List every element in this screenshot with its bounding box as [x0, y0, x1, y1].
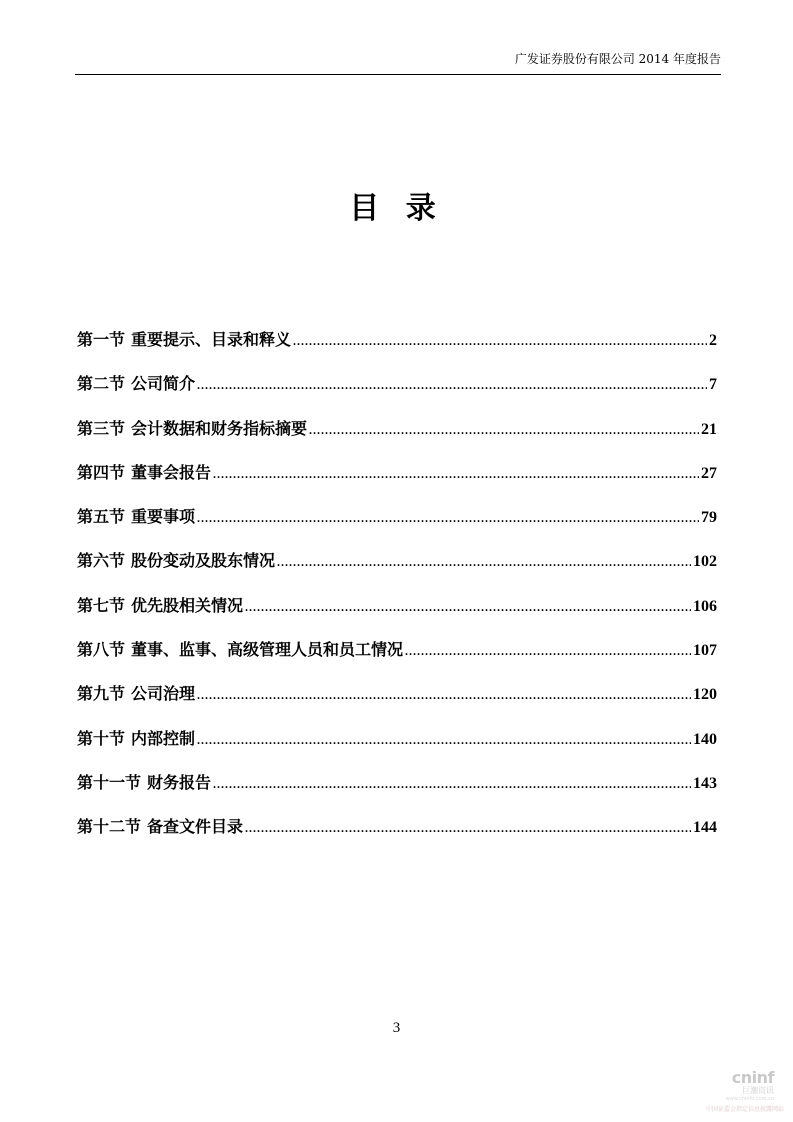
- toc-section-title: 公司治理: [131, 684, 196, 704]
- toc-entry[interactable]: [77, 593, 717, 637]
- toc-page-number: 120: [693, 686, 717, 704]
- toc-entry[interactable]: [77, 327, 717, 371]
- toc-section-title: 公司简介: [131, 374, 196, 394]
- toc-section-number: 第十节: [77, 728, 126, 748]
- toc-entry[interactable]: [77, 416, 717, 460]
- toc-section-number: 第五节: [77, 507, 126, 527]
- toc-section-title: 财务报告: [147, 772, 212, 792]
- toc-leader-dots: [245, 821, 691, 836]
- toc-section-number: 第四节: [77, 462, 126, 482]
- toc-entry[interactable]: [77, 681, 717, 725]
- toc-section-title: 优先股相关情况: [131, 595, 244, 615]
- cninfo-logo: cninf: [731, 1068, 774, 1087]
- toc-leader-dots: [293, 334, 707, 349]
- page-number: 3: [392, 1020, 401, 1036]
- toc-section-number: 第十二节: [77, 817, 142, 837]
- toc-section-number: 第九节: [77, 684, 126, 704]
- toc-leader-dots: [277, 555, 691, 570]
- toc-title: 目 录: [349, 191, 444, 226]
- toc-leader-dots: [197, 511, 699, 526]
- toc-section-number: 第十一节: [77, 772, 142, 792]
- toc-section-title: 董事、监事、高级管理人员和员工情况: [131, 640, 404, 660]
- toc-section-number: 第二节: [77, 374, 126, 394]
- cninfo-tagline: 中国证监会指定信息披露网站: [705, 1106, 784, 1113]
- report-header-title: 广发证券股份有限公司 2014 年度报告: [514, 52, 721, 66]
- toc-leader-dots: [245, 600, 691, 615]
- toc-section-title: 重要事项: [131, 507, 196, 527]
- toc-leader-dots: [213, 467, 699, 482]
- cninfo-url: www.cninfo.com.cn: [725, 1096, 774, 1102]
- toc-page-number: 79: [701, 509, 717, 527]
- toc-section-number: 第七节: [77, 595, 126, 615]
- toc-section-number: 第六节: [77, 551, 126, 571]
- toc-leader-dots: [309, 423, 699, 438]
- toc-page-number: 21: [701, 420, 717, 438]
- header-divider: [75, 74, 721, 75]
- toc-page-number: 102: [693, 553, 717, 571]
- toc-section-number: 第三节: [77, 418, 126, 438]
- toc-entry[interactable]: [77, 548, 717, 592]
- toc-entry[interactable]: [77, 371, 717, 415]
- toc-section-number: 第一节: [77, 330, 126, 349]
- toc-page-number: 107: [693, 642, 717, 660]
- cninfo-name: 巨潮资讯: [742, 1086, 774, 1095]
- table-of-contents: [77, 327, 717, 859]
- toc-section-title: 备查文件目录: [147, 817, 244, 837]
- toc-leader-dots: [197, 378, 707, 393]
- toc-section-number: 第八节: [77, 640, 126, 660]
- toc-page-number: 27: [701, 464, 717, 482]
- toc-leader-dots: [213, 777, 691, 792]
- toc-page-number: 2: [709, 332, 717, 349]
- toc-section-title: 股份变动及股东情况: [131, 551, 276, 571]
- toc-leader-dots: [197, 688, 691, 703]
- toc-entry[interactable]: [77, 504, 717, 548]
- toc-page-number: 140: [693, 730, 717, 748]
- toc-section-title: 会计数据和财务指标摘要: [131, 418, 308, 438]
- toc-leader-dots: [405, 644, 691, 659]
- toc-leader-dots: [197, 733, 691, 748]
- toc-section-title: 重要提示、目录和释义: [131, 330, 292, 349]
- toc-entry[interactable]: [77, 814, 717, 858]
- cninfo-watermark: [700, 1068, 788, 1116]
- toc-entry[interactable]: [77, 770, 717, 814]
- toc-section-title: 内部控制: [131, 728, 196, 748]
- toc-entry[interactable]: [77, 726, 717, 770]
- toc-page-number: 106: [693, 597, 717, 615]
- toc-entry[interactable]: [77, 460, 717, 504]
- toc-page-number: 7: [709, 376, 717, 394]
- toc-page-number: 143: [693, 774, 717, 792]
- toc-section-title: 董事会报告: [131, 462, 212, 482]
- toc-page-number: 144: [693, 819, 717, 837]
- toc-entry[interactable]: [77, 637, 717, 681]
